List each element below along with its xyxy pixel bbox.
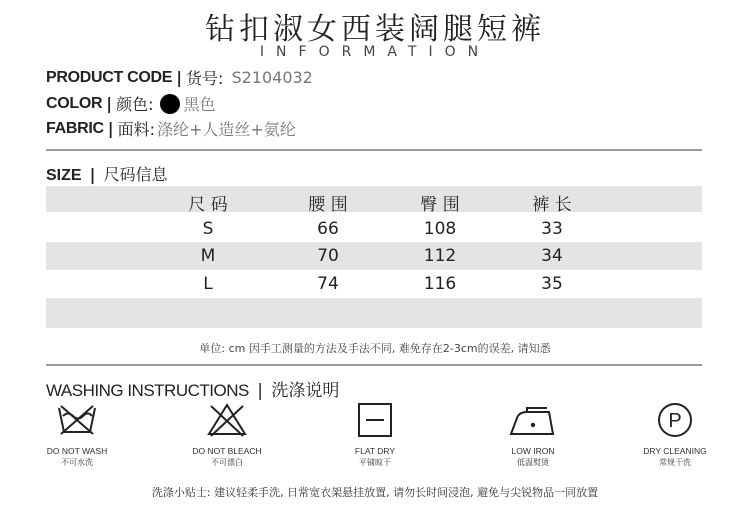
care-label-cn: 平铺晾干 bbox=[359, 458, 391, 467]
flat-dry-icon bbox=[353, 402, 397, 438]
care-item bbox=[22, 402, 132, 468]
size-table-row-band bbox=[46, 242, 702, 270]
table-cell: 33 bbox=[541, 219, 563, 239]
separator: | bbox=[106, 94, 113, 113]
separator: | bbox=[176, 68, 183, 87]
no-wash-icon bbox=[55, 402, 99, 438]
table-header-hip: 臀 围 bbox=[420, 195, 460, 215]
care-item bbox=[620, 402, 730, 468]
product-code-value: S2104032 bbox=[231, 68, 313, 87]
separator: | bbox=[257, 381, 263, 401]
table-header-waist: 腰 围 bbox=[308, 195, 348, 215]
color-row bbox=[46, 92, 216, 115]
care-label-en: LOW IRON bbox=[511, 446, 555, 456]
washing-tip: 洗涤小贴士: 建议轻柔手洗, 日常宽衣架悬挂放置, 请勿长时间浸泡, 避免与尖锐物品一同放置 bbox=[151, 486, 599, 499]
fabric-row bbox=[46, 117, 296, 140]
size-cn-label: 尺码信息 bbox=[103, 165, 168, 184]
washing-label: WASHING INSTRUCTIONS bbox=[46, 381, 249, 400]
fabric-label: FABRIC bbox=[46, 119, 104, 137]
washing-cn-label: 洗涤说明 bbox=[271, 381, 340, 401]
care-item bbox=[478, 402, 588, 468]
color-cn-label: 颜色: bbox=[116, 95, 154, 114]
table-cell: 116 bbox=[423, 274, 457, 294]
washing-section-heading bbox=[46, 376, 339, 401]
table-cell: 70 bbox=[317, 246, 339, 266]
product-code-cn-label: 货号: bbox=[186, 69, 224, 88]
color-value: 黑色 bbox=[183, 95, 216, 114]
measurement-note: 单位: cm 因手工测量的方法及手法不同, 难免存在2-3cm的误差, 请知悉 bbox=[199, 342, 551, 355]
care-label-en: DO NOT BLEACH bbox=[192, 446, 262, 456]
table-header-length: 裤 长 bbox=[532, 195, 572, 215]
care-label-cn: 不可水洗 bbox=[61, 458, 93, 467]
size-table-header-band bbox=[46, 186, 702, 212]
page-subtitle: INFORMATION bbox=[259, 44, 491, 60]
size-table-footer-band bbox=[46, 298, 702, 328]
divider bbox=[46, 149, 702, 151]
product-code-row bbox=[46, 66, 313, 89]
product-code-label: PRODUCT CODE bbox=[46, 68, 173, 86]
no-bleach-icon bbox=[205, 402, 249, 438]
table-cell: 108 bbox=[423, 219, 457, 239]
table-cell: 35 bbox=[541, 274, 563, 294]
care-label-en: DO NOT WASH bbox=[46, 446, 108, 456]
care-label-cn: 常规干洗 bbox=[659, 458, 691, 467]
table-cell: M bbox=[200, 246, 216, 266]
separator: | bbox=[89, 165, 96, 184]
table-cell: 74 bbox=[317, 274, 339, 294]
care-label-en: FLAT DRY bbox=[354, 446, 396, 456]
svg-text:P: P bbox=[668, 410, 682, 432]
care-label-cn: 低温熨烫 bbox=[517, 458, 549, 467]
low-iron-icon bbox=[507, 402, 559, 438]
fabric-cn-label: 面料: bbox=[117, 120, 156, 139]
table-cell: 34 bbox=[541, 246, 563, 266]
care-item bbox=[320, 402, 430, 468]
table-cell: S bbox=[202, 219, 214, 239]
table-cell: 66 bbox=[317, 219, 339, 239]
table-cell: L bbox=[203, 274, 213, 294]
table-cell: 112 bbox=[423, 246, 457, 266]
dry-cleaning-icon bbox=[653, 402, 697, 438]
color-label: COLOR bbox=[46, 94, 103, 112]
size-label: SIZE bbox=[46, 167, 82, 184]
care-label-cn: 不可漂白 bbox=[211, 458, 243, 467]
separator: | bbox=[107, 119, 114, 138]
fabric-value: 涤纶+人造丝+氨纶 bbox=[157, 120, 296, 139]
table-header-size: 尺 码 bbox=[188, 195, 228, 215]
care-label-en: DRY CLEANING bbox=[643, 446, 707, 456]
divider bbox=[46, 364, 702, 366]
size-section-heading bbox=[46, 162, 168, 185]
page-title: 钻扣淑女西装阔腿短裤 bbox=[205, 12, 545, 47]
care-item bbox=[172, 402, 282, 468]
color-swatch-icon bbox=[160, 94, 180, 114]
